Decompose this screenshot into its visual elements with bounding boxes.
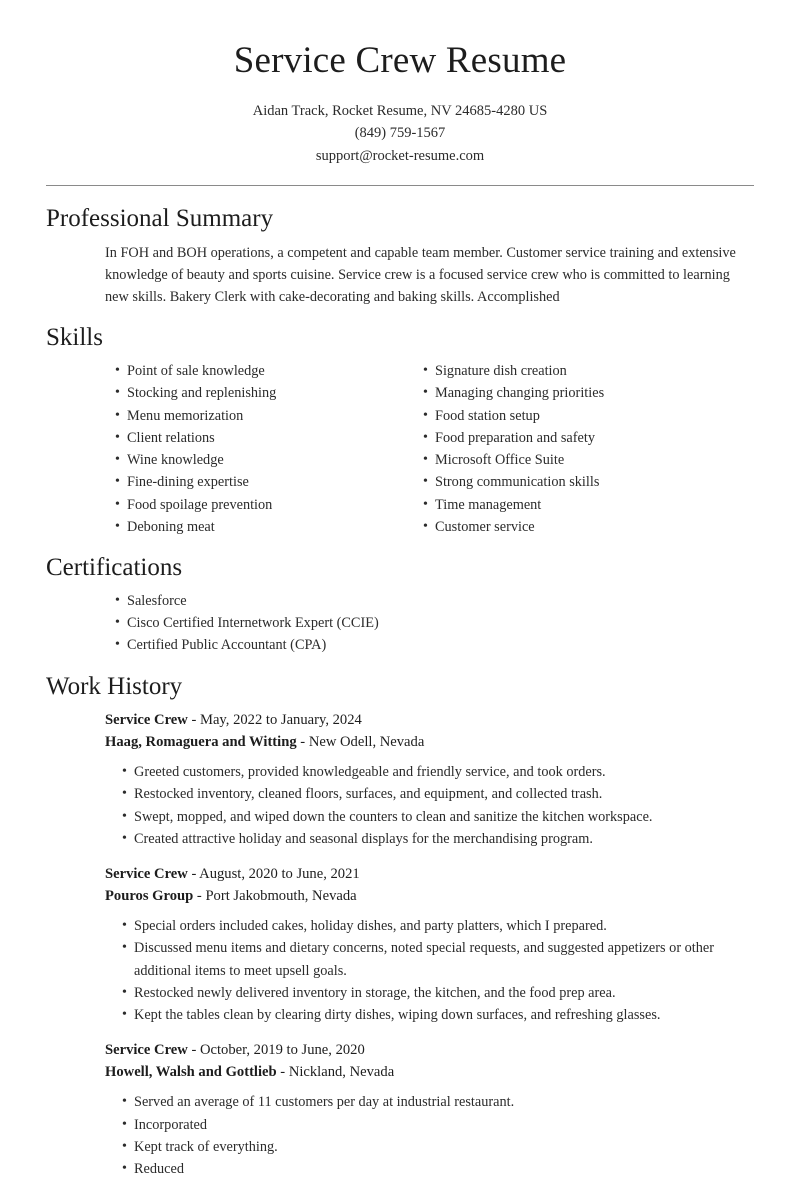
job-separator: - [187, 866, 200, 883]
contact-address: Aidan Track, Rocket Resume, NV 24685-4280 US [252, 102, 548, 119]
skill-item: • Food preparation and safety [400, 427, 754, 449]
job-separator: - [276, 1064, 289, 1081]
job-line [46, 864, 754, 886]
job-line [46, 710, 754, 732]
job-dates: August, 2020 to June, 2021 [199, 866, 360, 883]
skill-item: • Customer service [400, 516, 754, 538]
section-heading-work-history: Work History [46, 672, 183, 700]
job-responsibility-list [46, 915, 754, 1026]
job-responsibility-list [46, 1091, 754, 1180]
skills-list-right [400, 360, 754, 538]
job-company: Haag, Romaguera and Witting [105, 734, 297, 751]
work-history-entry [46, 1040, 754, 1180]
section-heading-skills: Skills [46, 324, 103, 352]
job-responsibility-item: • Reduced [46, 1158, 754, 1180]
job-responsibility-item: • Created attractive holiday and seasonal displays for the merchandising program. [46, 828, 754, 850]
job-dates: May, 2022 to January, 2024 [199, 712, 362, 729]
skills-columns [46, 360, 754, 538]
section-work-history [46, 673, 754, 1180]
skills-column-left [46, 360, 400, 538]
skill-item: • Wine knowledge [46, 449, 400, 471]
job-company: Howell, Walsh and Gottlieb [105, 1064, 277, 1081]
section-skills [46, 324, 754, 538]
section-professional-summary [46, 205, 754, 308]
job-responsibility-item: • Special orders included cakes, holiday dishes, and party platters, which I prepared. [46, 915, 754, 937]
skill-item: • Food station setup [400, 405, 754, 427]
job-responsibility-item: • Greeted customers, provided knowledgeable and friendly service, and took orders. [46, 761, 754, 783]
job-responsibility-item: • Discussed menu items and dietary concerns, noted special requests, and suggested appetizers or other additional items to meet upsell goals. [46, 937, 754, 982]
job-separator: - [193, 888, 206, 905]
work-history-entry [46, 710, 754, 850]
skill-item: • Client relations [46, 427, 400, 449]
skills-list-left [46, 360, 400, 538]
work-history-entry [46, 864, 754, 1026]
skill-item: • Strong communication skills [400, 471, 754, 493]
job-responsibility-item: • Restocked inventory, cleaned floors, surfaces, and equipment, and collected trash. [46, 783, 754, 805]
skill-item: • Microsoft Office Suite [400, 449, 754, 471]
skills-column-right [400, 360, 754, 538]
job-separator: - [187, 1042, 200, 1059]
job-responsibility-item: • Restocked newly delivered inventory in storage, the kitchen, and the food prep area. [46, 982, 754, 1004]
job-responsibility-list [46, 761, 754, 850]
job-responsibility-item: • Incorporated [46, 1114, 754, 1136]
job-location: Nickland, Nevada [288, 1064, 395, 1081]
section-certifications [46, 554, 754, 656]
job-line [46, 732, 754, 754]
job-responsibility-item: • Swept, mopped, and wiped down the counters to clean and sanitize the kitchen workspace. [46, 806, 754, 828]
certification-item: • Cisco Certified Internetwork Expert (CCIE) [46, 612, 754, 634]
job-responsibility-item: • Served an average of 11 customers per day at industrial restaurant. [46, 1091, 754, 1113]
job-title: Service Crew [105, 712, 188, 729]
work-history-list [46, 710, 754, 1180]
job-title: Service Crew [105, 1042, 188, 1059]
job-responsibility-item: • Kept track of everything. [46, 1136, 754, 1158]
job-title: Service Crew [105, 866, 188, 883]
job-responsibility-item: • Kept the tables clean by clearing dirty dishes, wiping down surfaces, and refreshing glasses. [46, 1004, 754, 1026]
job-company: Pouros Group [105, 888, 194, 905]
page-title: Service Crew Resume [233, 40, 567, 81]
skill-item: • Stocking and replenishing [46, 382, 400, 404]
certification-item: • Salesforce [46, 590, 754, 612]
job-line [46, 1040, 754, 1062]
job-line [46, 1062, 754, 1084]
contact-email: support@rocket-resume.com [315, 147, 485, 164]
job-separator: - [296, 734, 309, 751]
certifications-list [46, 590, 754, 657]
job-separator: - [187, 712, 200, 729]
job-line [46, 886, 754, 908]
job-location: New Odell, Nevada [308, 734, 425, 751]
header-divider [46, 185, 754, 186]
skill-item: • Menu memorization [46, 405, 400, 427]
skill-item: • Fine-dining expertise [46, 471, 400, 493]
skill-item: • Signature dish creation [400, 360, 754, 382]
certification-item: • Certified Public Accountant (CPA) [46, 634, 754, 656]
section-heading-certifications: Certifications [46, 554, 183, 582]
section-heading-professional-summary: Professional Summary [46, 205, 274, 233]
skill-item: • Deboning meat [46, 516, 400, 538]
skill-item: • Point of sale knowledge [46, 360, 400, 382]
contact-phone: (849) 759-1567 [354, 125, 446, 142]
job-location: Port Jakobmouth, Nevada [205, 888, 357, 905]
skill-item: • Food spoilage prevention [46, 494, 400, 516]
professional-summary-text: In FOH and BOH operations, a competent and capable team member. Customer service training and extensive knowledge of beauty and sports cuisine. Service crew is a focused service crew who is committed to learning new skills. Bakery Clerk with cake-decorating and baking skills. Accomplished [105, 244, 736, 306]
contact-block [46, 100, 754, 167]
skill-item: • Time management [400, 494, 754, 516]
skill-item: • Managing changing priorities [400, 382, 754, 404]
resume-header [46, 0, 754, 186]
job-dates: October, 2019 to June, 2020 [199, 1042, 365, 1059]
